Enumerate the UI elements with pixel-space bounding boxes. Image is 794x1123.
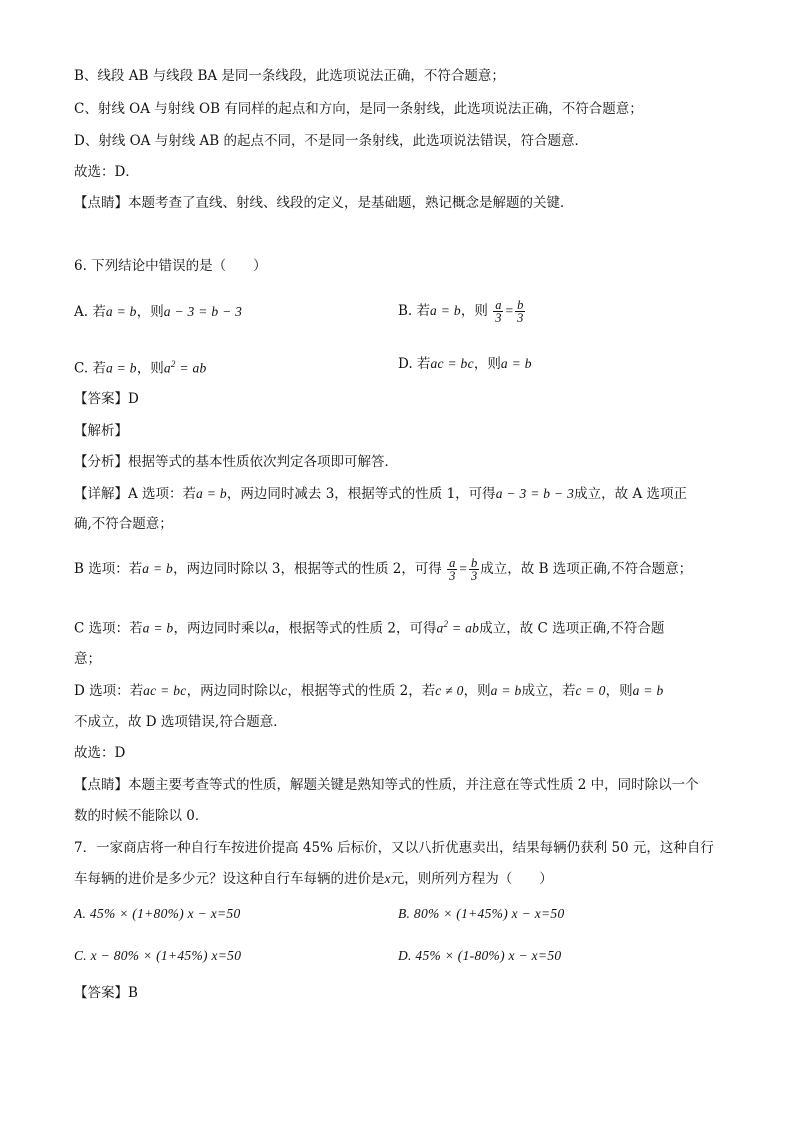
q6-detail-d: D 选项：若ac = bc，两边同时除以c，根据等式的性质 2，若c ≠ 0，则a = b成立，若c = 0，则a = b [74,683,664,699]
q6-analysis-title: 【解析】 [74,423,128,439]
prev-choice: 故选：D． [74,164,139,180]
q7-stem-cont: 车每辆的进价是多少元？设这种自行车每辆的进价是x元，则所列方程为（ ） [74,871,553,887]
prev-option-b-explanation: B、线段 AB 与线段 BA 是同一条线段，此选项说法正确，不符合题意； [74,68,505,84]
prev-option-d-explanation: D、射线 OA 与射线 AB 的起点不同，不是同一条射线，此选项说法错误，符合题意． [74,133,588,149]
q6-option-a: A. 若a = b，则a − 3 = b − 3 [74,304,243,320]
q6-answer: 【答案】D [74,391,139,407]
q6-detail-d-cont: 不成立，故 D 选项错误,符合题意． [74,714,287,730]
q6-option-c: C. 若a = b，则$a^2$ = ab [74,359,207,377]
q6-analysis: 【分析】根据等式的基本性质依次判定各项即可解答． [74,454,398,470]
q7-answer: 【答案】B [74,985,138,1001]
q7-option-b: B. 80% × (1+45%) x − x=50 [398,906,565,921]
q7-option-d: D. 45% × (1-80%) x − x=50 [398,948,562,963]
q6-detail-c-cont: 意； [74,651,101,667]
q6-comment-cont: 数的时候不能除以 0． [74,808,209,824]
q6-detail-c: C 选项：若a = b，两边同时乘以a，根据等式的性质 2，可得$a^2$ = ab成立，故 C 选项正确,不符合题 [74,619,665,637]
q6-detail-a-cont: 确,不符合题意； [74,516,173,532]
q6-stem: 6. 下列结论中错误的是（ ） [74,258,267,274]
q7-option-a: A. 45% × (1+80%) x − x=50 [74,906,241,921]
q6-comment: 【点睛】本题主要考查等式的性质，解题关键是熟知等式的性质，并注意在等式性质 2 中，同时除以一个 [74,777,699,793]
q6-detail-b: B 选项：若a = b，两边同时除以 3，根据等式的性质 2，可得 $\frac{a}{3}$ = $\frac{b}{3}$ 成立，故 B 选项正确,不符合题意； [74,555,693,583]
q6-option-b: B. 若a = b，则 $\frac{a}{3}$ = $\frac{b}{3}$ [398,297,524,325]
q6-option-d: D. 若ac = bc，则a = b [398,356,532,372]
prev-comment: 【点睛】本题考查了直线、射线、线段的定义，是基础题，熟记概念是解题的关键． [74,195,574,211]
q6-detail-a: 【详解】A 选项：若a = b，两边同时减去 3，根据等式的性质 1，可得a − 3 = b − 3成立，故 A 选项正 [74,486,688,502]
q7-option-c: C. x − 80% × (1+45%) x=50 [74,948,242,963]
prev-option-c-explanation: C、射线 OA 与射线 OB 有同样的起点和方向，是同一条射线，此选项说法正确，不符合题意； [74,101,643,117]
q6-choice: 故选：D [74,745,126,761]
q7-stem: 7．一家商店将一种自行车按进价提高 45% 后标价，又以八折优惠卖出，结果每辆仍获利 50 元，这种自行 [74,840,714,856]
